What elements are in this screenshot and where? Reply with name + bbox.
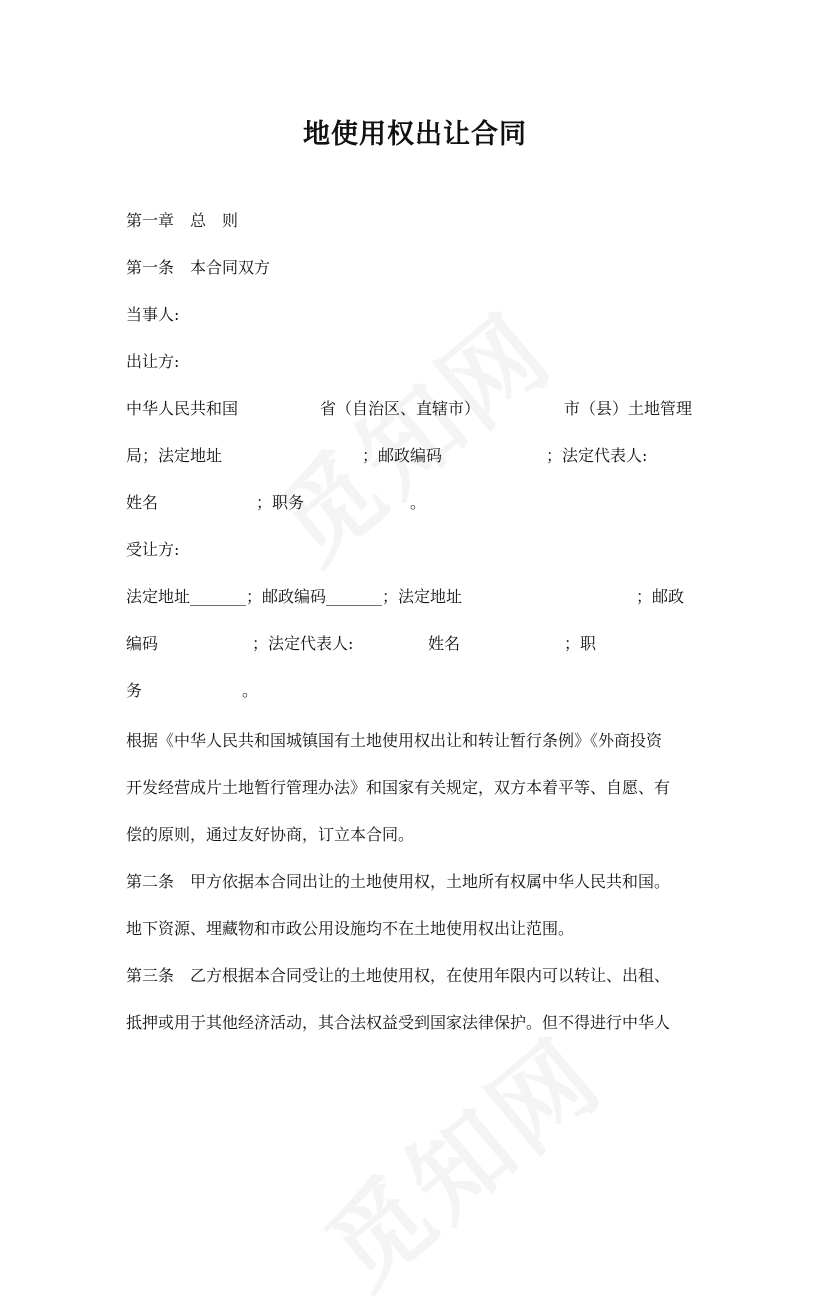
grantor-address-label: 局；法定地址: [126, 446, 223, 465]
grantee-code-label: 编码: [126, 634, 159, 653]
article-2-line: 第二条 甲方依据本合同出让的土地使用权，土地所有权属中华人民共和国。: [126, 872, 671, 891]
grantor-line-end: 。: [410, 493, 427, 512]
grantor-representative-label: ；法定代表人:: [546, 446, 648, 465]
article-2-line: 地下资源、埋藏物和市政公用设施均不在土地使用权出让范围。: [126, 919, 575, 938]
grantee-line-3: [126, 681, 706, 701]
grantee-line-1: [126, 587, 706, 607]
document-title: 地使用权出让合同: [303, 119, 527, 150]
grantor-position-label: ；职务: [256, 493, 305, 512]
grantor-label: 出让方:: [126, 352, 180, 371]
grantee-line-end: 。: [242, 681, 259, 700]
grantor-city: 市（县）土地管理: [564, 399, 693, 418]
grantor-line-3: [126, 493, 706, 513]
chapter-heading: 第一章 总 则: [126, 211, 239, 230]
article-1-heading: 第一条 本合同双方: [126, 258, 271, 277]
grantor-province: 省（自治区、直辖市）: [320, 399, 481, 418]
grantee-line-2: [126, 634, 706, 654]
grantor-name-label: 姓名: [126, 493, 159, 512]
grantee-label: 受让方:: [126, 540, 180, 559]
grantee-position-cont: 务: [126, 681, 143, 700]
paragraph-basis-line: 偿的原则，通过友好协商，订立本合同。: [126, 825, 415, 844]
watermark: [241, 275, 577, 590]
grantor-line-1: [126, 399, 706, 419]
paragraph-basis-line: 根据《中华人民共和国城镇国有土地使用权出让和转让暂行条例》《外商投资: [126, 731, 663, 750]
article-3-line: 第三条 乙方根据本合同受让的土地使用权，在使用年限内可以转让、出租、: [126, 966, 671, 985]
parties-label: 当事人:: [126, 305, 180, 324]
grantee-name-label: 姓名: [428, 634, 461, 653]
grantee-postcode-label: ；邮政: [636, 587, 685, 606]
grantee-position-label: ；职: [564, 634, 597, 653]
grantee-address-postcode: 法定地址_______；邮政编码_______；法定地址: [126, 587, 463, 606]
paragraph-basis-line: 开发经营成片土地暂行管理办法》和国家有关规定，双方本着平等、自愿、有: [126, 778, 671, 797]
grantor-postcode-label: ；邮政编码: [362, 446, 443, 465]
article-3-line: 抵押或用于其他经济活动，其合法权益受到国家法律保护。但不得进行中华人: [126, 1013, 671, 1032]
watermark: [291, 1000, 627, 1314]
grantor-country: 中华人民共和国: [126, 399, 239, 418]
grantor-line-2: [126, 446, 706, 466]
grantee-representative-label: ；法定代表人:: [252, 634, 354, 653]
